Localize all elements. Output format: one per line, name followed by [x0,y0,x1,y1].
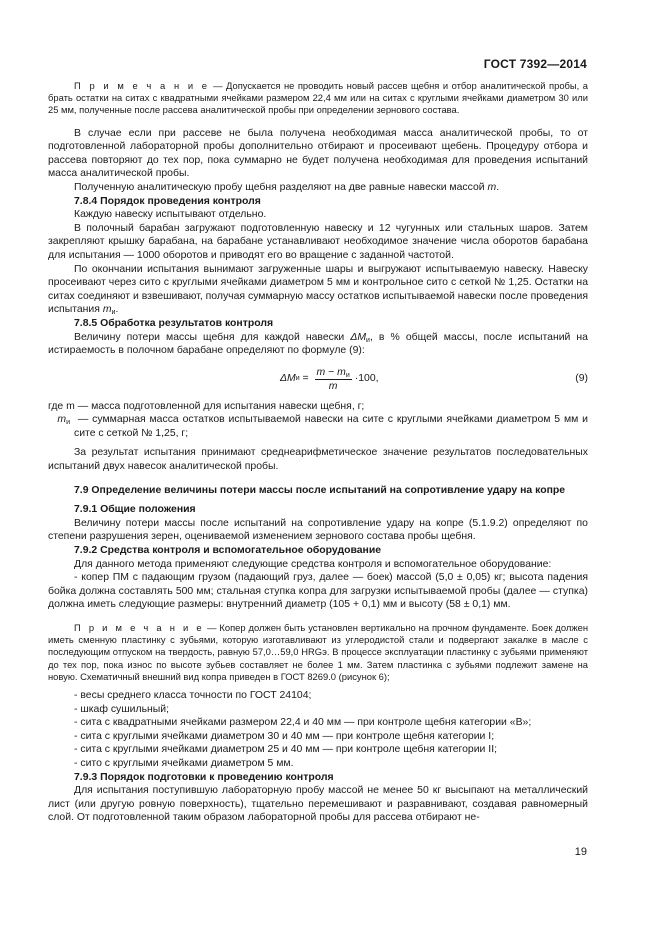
note-1-text: — Допускается не проводить новый рассев щебня и отбор аналитической пробы, а брать остатки на ситах с квадратными ячейками размером 22,4 мм или на ситах с круглыми ячейками диаметром 30 или 25 мм, полученные после рассева аналитической пробы при определении зернового состава. [48,80,588,116]
legend-description-text: суммарная масса остатков испытываемой навески на сите с круглыми ячейками диаметром 5 мм и сите с сеткой № 1,25, г; [74,414,588,439]
heading-7-9-1: 7.9.1 Общие положения [74,504,196,516]
formula-numerator-text: m − m [316,366,346,378]
paragraph-1: В случае если при рассеве не была получена необходимая масса аналитической пробы, то от подготовленной лабораторной пробы дополнительно отбирают и просеивают щебень. Процедуру отбора и рассева повторяют до тех пор, пока суммарно не будет получена необходимая для проведения испытаний масса аналитической пробы. [48,127,588,180]
note-2-label: П р и м е ч а н и е [74,622,205,634]
list-item: - весы среднего класса точности по ГОСТ 24104; [74,690,312,702]
legend-dash: — [74,414,93,426]
paragraph-6-subscript: и [366,336,370,344]
formula-number: (9) [575,372,588,384]
paragraph-9: Для данного метода применяют следующие средства контроля и вспомогательное оборудование: [74,558,552,570]
document-body [48,80,588,825]
list-item: - сита с квадратными ячейками размером 22,4 и 40 мм — при контроле щебня категории «В»; [74,717,532,729]
paragraph-2-variable: m [487,181,497,193]
legend-term-text: m [57,414,67,426]
paragraph-5-text: По окончании испытания вынимают загруженные шары и выгружают испытываемую навеску. Навеску просеивают через сито с круглыми ячейками диаметром 5 мм и контрольное сито с сеткой № 1,25. Остатки на ситах соединяют и взвешивают, получая суммарную массу остатков испытываемой навески после проведения испытания [48,263,588,316]
paragraph-2-text: Полученную аналитическую пробу щебня разделяют на две равные навески массой [74,181,488,193]
formula-lhs: ΔM [280,373,296,385]
heading-7-9: 7.9 Определение величины потери массы после испытаний на сопротивление удару на копре [74,484,566,496]
legend-term-subscript: и [66,419,70,427]
note-2-text: — Копер должен быть установлен вертикально на прочном фундаменте. Боек должен иметь сменную пластинку с зубьями, которую изготавливают из углеродистой стали и подвергают закалке в масле с последующим отпуском на твердость, равную 57,0…59,0 HRGэ. В процессе эксплуатации пластинку с зубьями применяют до тех пор, пока износ по высоте зубьев составляет не более 1 мм. Затем пластинка с зубьями подлежит замене на новую. Схематичный внешний вид копра приведен в ГОСТ 8269.0 (рисунок 6); [48,622,588,682]
paragraph-2 [48,181,588,195]
legend-term [48,413,74,440]
list-item: - шкаф сушильный; [74,703,170,715]
formula-legend [48,400,588,441]
legend-term-text: где m [48,400,75,412]
paragraph-8: Величину потери массы после испытаний на сопротивление удару на копре (5.1.9.2) определяют по степени разрушения зерен, оцениваемой изменением зернового состава пробы щебня. [48,517,588,543]
formula-numerator [315,366,352,380]
list-item: - сито с круглыми ячейками диаметром 5 мм. [74,758,294,769]
paragraph-5-variable: m [102,304,112,316]
legend-term [48,400,364,414]
formula-denominator [329,380,338,393]
paragraph-4: В полочный барабан загружают подготовленную навеску и 12 чугунных или стальных шаров. Затем закрепляют крышку барабана, на барабане устанавливают необходимое значение числа оборотов барабана для испытания — 1000 оборотов и приводят его во вращение с заданной частотой. [48,222,588,261]
legend-description [74,413,588,440]
legend-dash: — [74,400,92,412]
legend-description: масса подготовленной для испытания навески щебня, г; [91,400,365,412]
equipment-list [48,689,588,771]
paragraph-10: - копер ПМ с падающим грузом (падающий груз, далее — боек) массой (5,0 ± 0,05) кг; высота падения бойка должна составлять 500 мм; стальная ступка копра для загрузки испытываемой пробы (далее — ступка) должна иметь следующие размеры: внутренний диаметр (105 + 0,1) мм и высоту (58 ± 0,1) мм. [48,572,588,611]
note-2 [48,622,588,683]
document-header: ГОСТ 7392—2014 [483,57,587,71]
formula-numerator-subscript: и [345,371,350,379]
paragraph-6 [48,331,588,358]
paragraph-3: Каждую навеску испытывают отдельно. [74,209,267,221]
paragraph-6-variable: ΔM [350,331,367,343]
paragraph-5-subscript: и [111,309,116,317]
formula-expression: ΔM и = $\frac{m - m_и}{m}$ ·100, [280,366,379,392]
legend-row [48,413,588,440]
paragraph-6-end: , в % общей массы, после испытаний на истираемость в полочном барабане определяют по формуле (9): [48,331,588,357]
list-item: - сита с круглыми ячейками диаметром 25 и 40 мм — при контроле щебня категории II; [74,744,497,756]
heading-7-8-5: 7.8.5 Обработка результатов контроля [74,317,274,329]
legend-row [48,400,588,414]
heading-7-9-2: 7.9.2 Средства контроля и вспомогательное оборудование [74,545,382,557]
formula-9 [48,362,588,400]
formula-denominator-text: m [328,380,338,392]
paragraph-2-end: . [496,181,500,193]
paragraph-6-text: Величину потери массы щебня для каждой навески [74,331,351,343]
paragraph-7: За результат испытания принимают среднеарифметическое значение результатов последовательных испытаний двух навесок аналитической пробы. [48,447,588,473]
formula-fraction [315,366,352,393]
paragraph-5 [48,263,588,317]
formula-equals: = [299,373,312,385]
list-item: - сита с круглыми ячейками диаметром 30 и 40 мм — при контроле щебня категории I; [74,730,495,742]
note-1 [48,80,588,117]
heading-7-8-4: 7.8.4 Порядок проведения контроля [74,195,261,207]
formula-multiplier: ·100, [354,373,379,385]
note-1-label: П р и м е ч а н и е [74,80,210,91]
heading-7-9-3: 7.9.3 Порядок подготовки к проведению контроля [74,771,334,783]
paragraph-11: Для испытания поступившую лабораторную пробу массой не менее 50 кг высыпают на металлический лист (или другую ровную поверхность), тщательно перемешивают и разравнивают, создавая равномерный слой. От подготовленной таким образом лабораторной пробы для рассева отбирают не- [48,785,588,824]
paragraph-5-end: . [115,304,119,316]
page-number: 19 [574,846,587,858]
